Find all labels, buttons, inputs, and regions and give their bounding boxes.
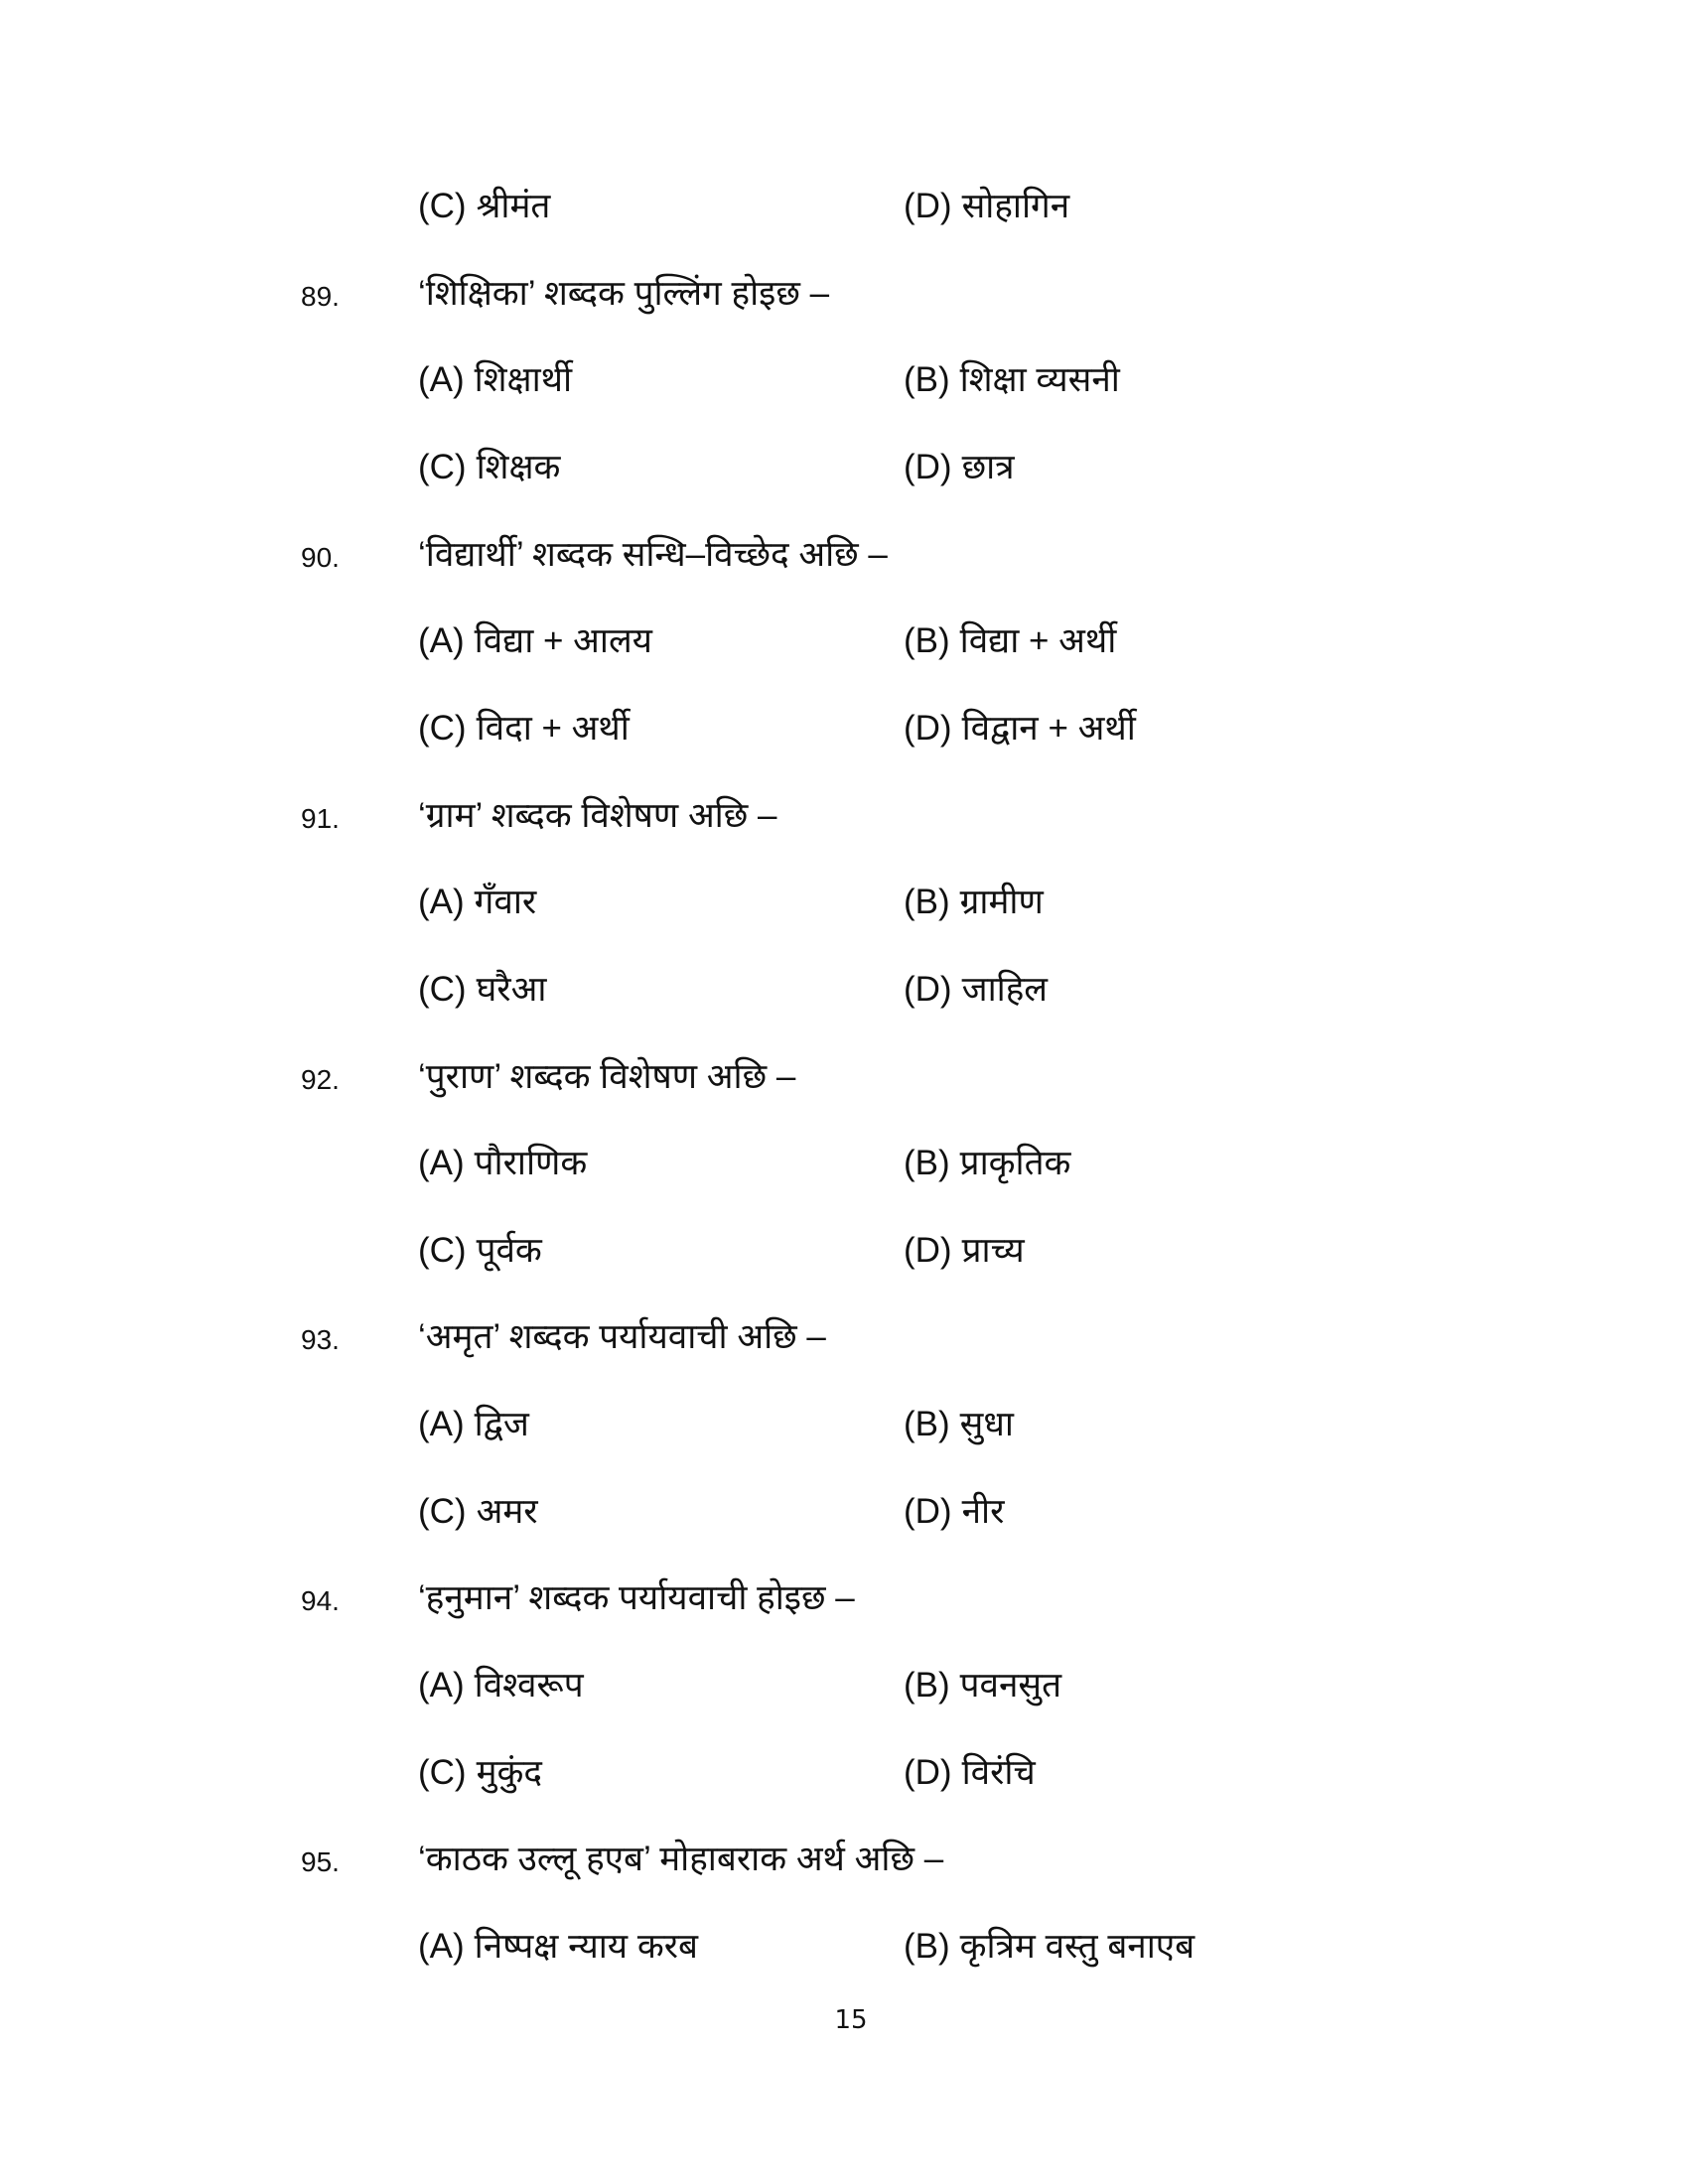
option-text: विश्वरूप: [474, 1666, 584, 1706]
option-text: प्राकृतिक: [959, 1144, 1071, 1183]
option-c: [418, 179, 550, 234]
option-label: (B): [904, 1927, 950, 1966]
option-a: [418, 1136, 587, 1191]
option-text: सोहागिन: [961, 187, 1070, 225]
option-text: विदा + अर्थी: [476, 708, 630, 748]
option-label: (B): [904, 1144, 950, 1183]
option-text: पौराणिक: [474, 1144, 588, 1183]
option-a: [418, 875, 536, 930]
option-text: विरंचि: [961, 1752, 1036, 1792]
option-d: [904, 179, 1069, 234]
option-label: (B): [904, 1405, 950, 1444]
option-text: घरैआ: [476, 969, 547, 1009]
option-text: द्विज: [474, 1405, 529, 1444]
option-c: [418, 701, 630, 756]
option-c: [418, 1484, 538, 1540]
option-label: (D): [904, 1752, 952, 1792]
question-number: 89.: [301, 280, 340, 312]
option-text: विद्वान + अर्थी: [961, 708, 1136, 748]
option-text: प्राच्य: [961, 1230, 1025, 1270]
option-d: [904, 701, 1136, 756]
option-label: (A): [418, 1405, 465, 1444]
option-a: [418, 352, 572, 408]
option-d: [904, 1484, 1004, 1540]
option-label: (D): [904, 969, 952, 1009]
option-d: [904, 1223, 1025, 1279]
option-text: विद्या + अर्थी: [959, 621, 1117, 661]
option-text: शिक्षार्थी: [474, 360, 573, 400]
option-label: (A): [418, 883, 465, 922]
option-a: [418, 1658, 584, 1713]
option-text: विद्या + आलय: [474, 621, 652, 661]
option-d: [904, 962, 1048, 1018]
option-text: जाहिल: [961, 969, 1049, 1009]
option-d: [904, 1745, 1036, 1801]
option-label: (C): [418, 187, 467, 225]
option-label: (D): [904, 1491, 952, 1531]
option-b: [904, 1919, 1195, 1975]
question-text: ‘पुराण’ शब्दक विशेषण अछि –: [418, 1056, 796, 1096]
question-number: 90.: [301, 541, 340, 573]
option-label: (C): [418, 447, 467, 486]
option-label: (C): [418, 1230, 467, 1270]
option-d: [904, 440, 1015, 495]
question-text: ‘शिक्षिका’ शब्दक पुल्लिंग होइछ –: [418, 273, 830, 313]
option-c: [418, 1745, 542, 1801]
question-number: 92.: [301, 1063, 340, 1095]
option-b: [904, 1658, 1061, 1713]
question-text: ‘अमृत’ शब्दक पर्यायवाची अछि –: [418, 1317, 826, 1357]
option-label: (B): [904, 360, 950, 400]
option-label: (D): [904, 708, 952, 748]
question-text: ‘काठक उल्लू हएब’ मोहाबराक अर्थ अछि –: [418, 1840, 944, 1879]
option-label: (C): [418, 708, 467, 748]
option-text: शिक्षक: [476, 447, 561, 486]
option-label: (A): [418, 1666, 465, 1706]
option-label: (B): [904, 1666, 950, 1706]
option-b: [904, 1397, 1014, 1452]
question-text: ‘विद्यार्थी’ शब्दक सन्धि–विच्छेद अछि –: [418, 534, 888, 574]
option-label: (A): [418, 1144, 465, 1183]
option-label: (D): [904, 447, 952, 486]
option-text: श्रीमंत: [476, 187, 551, 225]
option-label: (A): [418, 1927, 465, 1966]
question-number: 91.: [301, 802, 340, 834]
option-a: [418, 1397, 529, 1452]
option-label: (A): [418, 621, 465, 661]
option-label: (A): [418, 360, 465, 400]
question-text: ‘ग्राम’ शब्दक विशेषण अछि –: [418, 795, 777, 835]
option-c: [418, 440, 560, 495]
option-text: छात्र: [961, 447, 1015, 486]
option-b: [904, 352, 1120, 408]
question-number: 95.: [301, 1846, 340, 1878]
option-text: पवनसुत: [959, 1666, 1062, 1706]
option-label: (B): [904, 621, 950, 661]
option-text: कृत्रिम वस्तु बनाएब: [959, 1927, 1196, 1966]
option-text: गँवार: [474, 883, 537, 922]
option-c: [418, 962, 546, 1018]
option-label: (B): [904, 883, 950, 922]
option-label: (D): [904, 187, 952, 225]
option-text: शिक्षा व्यसनी: [959, 360, 1120, 400]
option-text: निष्पक्ष न्याय करब: [474, 1927, 699, 1966]
option-text: ग्रामीण: [959, 883, 1044, 922]
question-text: ‘हनुमान’ शब्दक पर्यायवाची होइछ –: [418, 1578, 855, 1618]
option-text: मुकुंद: [476, 1752, 542, 1792]
option-b: [904, 1136, 1070, 1191]
page-number: 15: [834, 2005, 868, 2035]
option-b: [904, 875, 1044, 930]
option-label: (C): [418, 969, 467, 1009]
option-label: (C): [418, 1752, 467, 1792]
option-c: [418, 1223, 542, 1279]
option-text: पूर्वक: [476, 1230, 542, 1270]
option-b: [904, 614, 1116, 669]
option-a: [418, 1919, 698, 1975]
option-text: अमर: [476, 1491, 538, 1531]
option-text: सुधा: [959, 1405, 1014, 1444]
option-a: [418, 614, 652, 669]
option-label: (D): [904, 1230, 952, 1270]
option-text: नीर: [961, 1491, 1005, 1531]
question-number: 94.: [301, 1585, 340, 1617]
question-number: 93.: [301, 1324, 340, 1356]
option-label: (C): [418, 1491, 467, 1531]
